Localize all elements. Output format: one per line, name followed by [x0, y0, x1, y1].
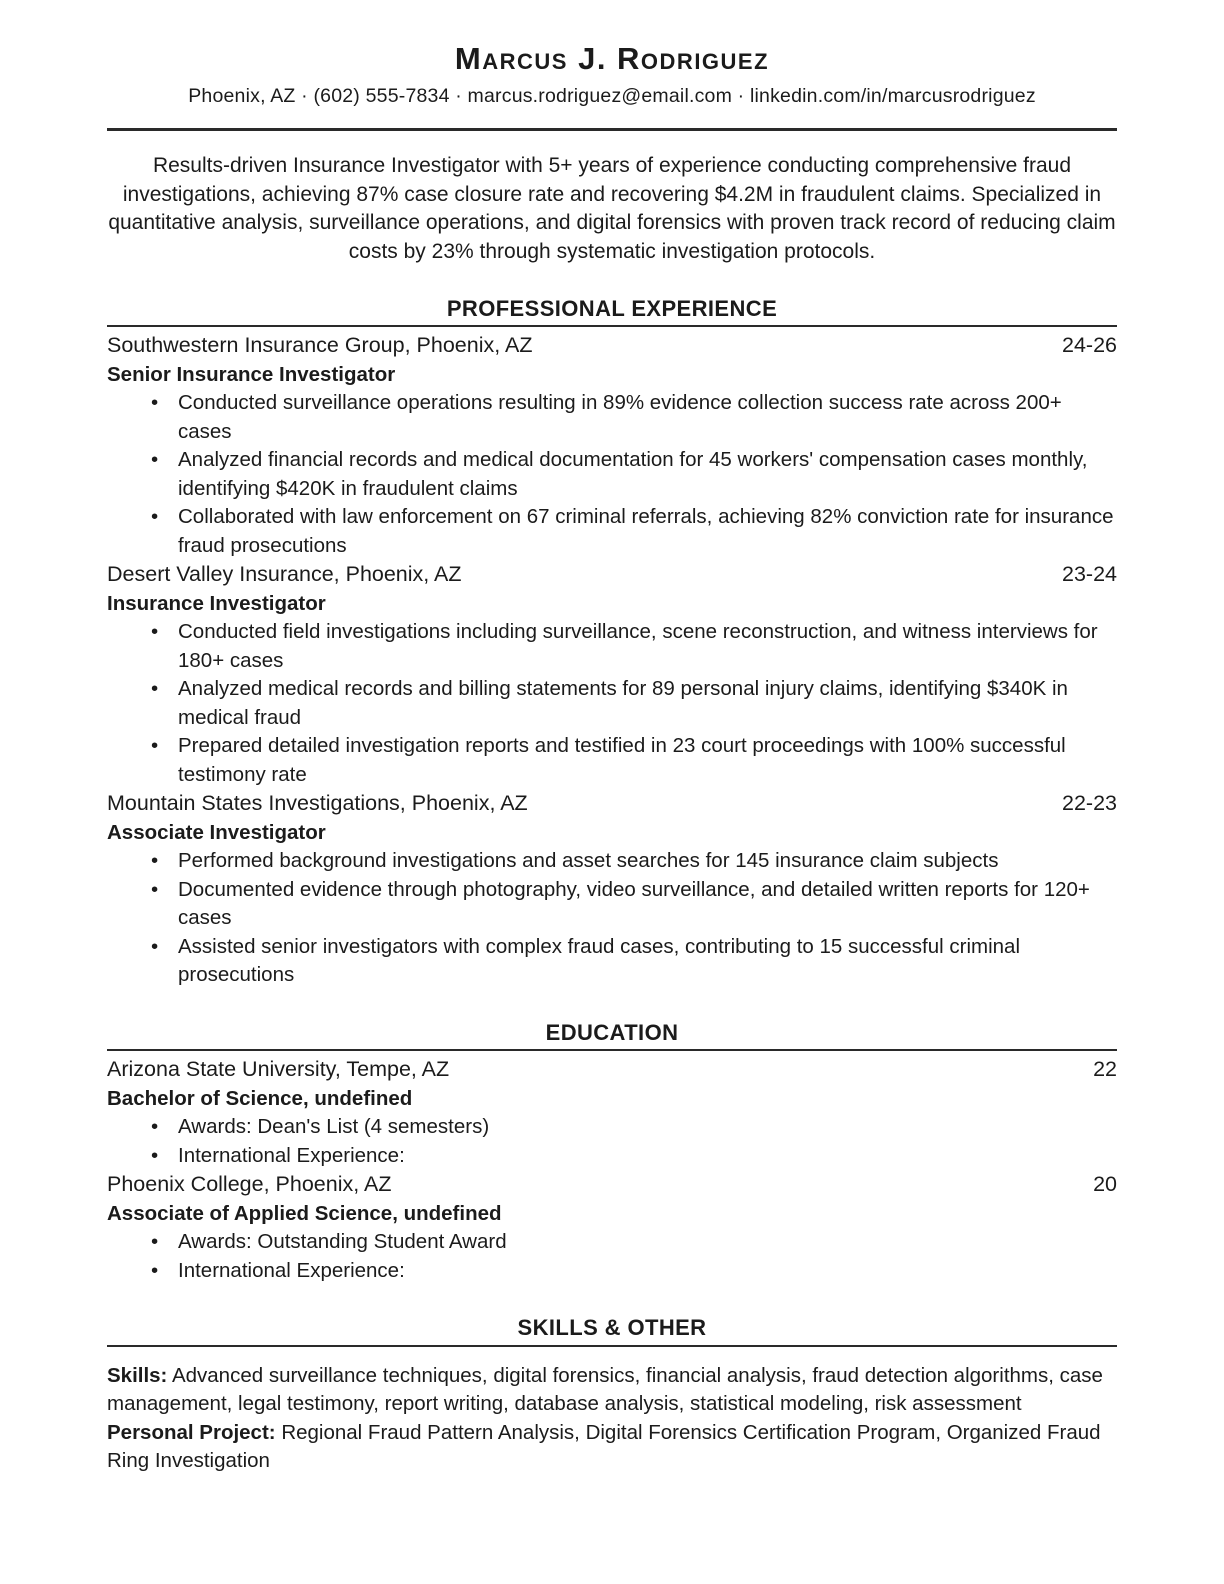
candidate-name: Marcus J. Rodriguez: [454, 41, 770, 76]
bullet-item: • Collaborated with law enforcement on 67 criminal referrals, achieving 82% conviction rate for insurance fraud prosecutions: [107, 503, 1117, 560]
entry-heading-row: [107, 1055, 1117, 1084]
bullet-list: [107, 1113, 1117, 1170]
org-location: Mountain States Investigations, Phoenix, AZ: [107, 791, 528, 816]
role-title: Insurance Investigator: [107, 592, 326, 616]
skills-items: [107, 1362, 1117, 1476]
bullet-item: • Documented evidence through photography, video surveillance, and detailed written reports for 120+ cases: [107, 876, 1117, 933]
date-range: 20: [1093, 1172, 1117, 1197]
role-title: Associate Investigator: [107, 821, 326, 845]
contact-line: Phoenix, AZ · (602) 555-7834 · marcus.rodriguez@email.com · linkedin.com/in/marcusrodriguez: [188, 84, 1036, 107]
education-entries: [107, 1055, 1117, 1285]
date-range: 22: [1093, 1057, 1117, 1082]
bullet-item: • Assisted senior investigators with complex fraud cases, contributing to 15 successful criminal prosecutions: [107, 933, 1117, 990]
labeled-paragraph-label: Skills:: [107, 1363, 168, 1387]
bullet-list: [107, 1228, 1117, 1285]
experience-entries: [107, 331, 1117, 990]
entry-heading-row: [107, 331, 1117, 360]
experience-entry: [107, 560, 1117, 789]
bullet-list: [107, 847, 1117, 990]
labeled-paragraph: Personal Project: Regional Fraud Pattern Analysis, Digital Forensics Certification Program, Organized Fraud Ring Investigation: [107, 1420, 1101, 1473]
org-location: Southwestern Insurance Group, Phoenix, AZ: [107, 333, 533, 358]
bullet-item: • Conducted surveillance operations resulting in 89% evidence collection success rate across 200+ cases: [107, 389, 1117, 446]
org-location: Desert Valley Insurance, Phoenix, AZ: [107, 562, 462, 587]
bullet-item: • Prepared detailed investigation reports and testified in 23 court proceedings with 100% successful testimony rate: [107, 732, 1117, 789]
entry-heading-row: [107, 789, 1117, 818]
bullet-item: • Conducted field investigations including surveillance, scene reconstruction, and witness interviews for 180+ cases: [107, 618, 1117, 675]
bullet-item: • Analyzed financial records and medical documentation for 45 workers' compensation cases monthly, identifying $420K in fraudulent claims: [107, 446, 1117, 503]
role-title: Senior Insurance Investigator: [107, 363, 396, 387]
labeled-paragraph: Skills: Advanced surveillance techniques, digital forensics, financial analysis, fraud detection algorithms, case management, legal testimony, report writing, database analysis, statistical modeling, risk assessment: [107, 1363, 1103, 1416]
header-divider: [107, 128, 1117, 131]
education-entry: [107, 1170, 1117, 1285]
org-location: Arizona State University, Tempe, AZ: [107, 1057, 450, 1082]
experience-section-title: PROFESSIONAL EXPERIENCE: [107, 296, 1117, 327]
date-range: 22-23: [1062, 791, 1117, 816]
entry-heading-row: [107, 560, 1117, 589]
education-entry: [107, 1055, 1117, 1170]
bullet-list: [107, 389, 1117, 560]
bullet-item: • Performed background investigations and asset searches for 145 insurance claim subjects: [107, 847, 1117, 876]
bullet-item: • Awards: Outstanding Student Award: [107, 1228, 1117, 1257]
org-location: Phoenix College, Phoenix, AZ: [107, 1172, 392, 1197]
bullet-item: • International Experience:: [107, 1257, 1117, 1286]
skills-section-title: SKILLS & OTHER: [107, 1315, 1117, 1346]
education-section-title: EDUCATION: [107, 1020, 1117, 1051]
bullet-item: • Awards: Dean's List (4 semesters): [107, 1113, 1117, 1142]
section-experience: [107, 296, 1117, 990]
section-education: [107, 1020, 1117, 1285]
role-title: Bachelor of Science, undefined: [107, 1087, 413, 1111]
bullet-item: • International Experience:: [107, 1142, 1117, 1171]
section-skills: [107, 1315, 1117, 1475]
experience-entry: [107, 331, 1117, 560]
entry-heading-row: [107, 1170, 1117, 1199]
role-title: Associate of Applied Science, undefined: [107, 1202, 502, 1226]
date-range: 23-24: [1062, 562, 1117, 587]
experience-entry: [107, 789, 1117, 990]
resume-header: [107, 40, 1117, 109]
date-range: 24-26: [1062, 333, 1117, 358]
bullet-list: [107, 618, 1117, 789]
summary-paragraph: Results-driven Insurance Investigator with 5+ years of experience conducting comprehensive fraud investigations, achieving 87% case closure rate and recovering $4.2M in fraudulent claims. Specialized in quantitative analysis, surveillance operations, and digital forensics with proven track record of reducing claim costs by 23% through systematic investigation protocols.: [108, 154, 1116, 263]
bullet-item: • Analyzed medical records and billing statements for 89 personal injury claims, identifying $340K in medical fraud: [107, 675, 1117, 732]
labeled-paragraph-label: Personal Project:: [107, 1420, 276, 1444]
